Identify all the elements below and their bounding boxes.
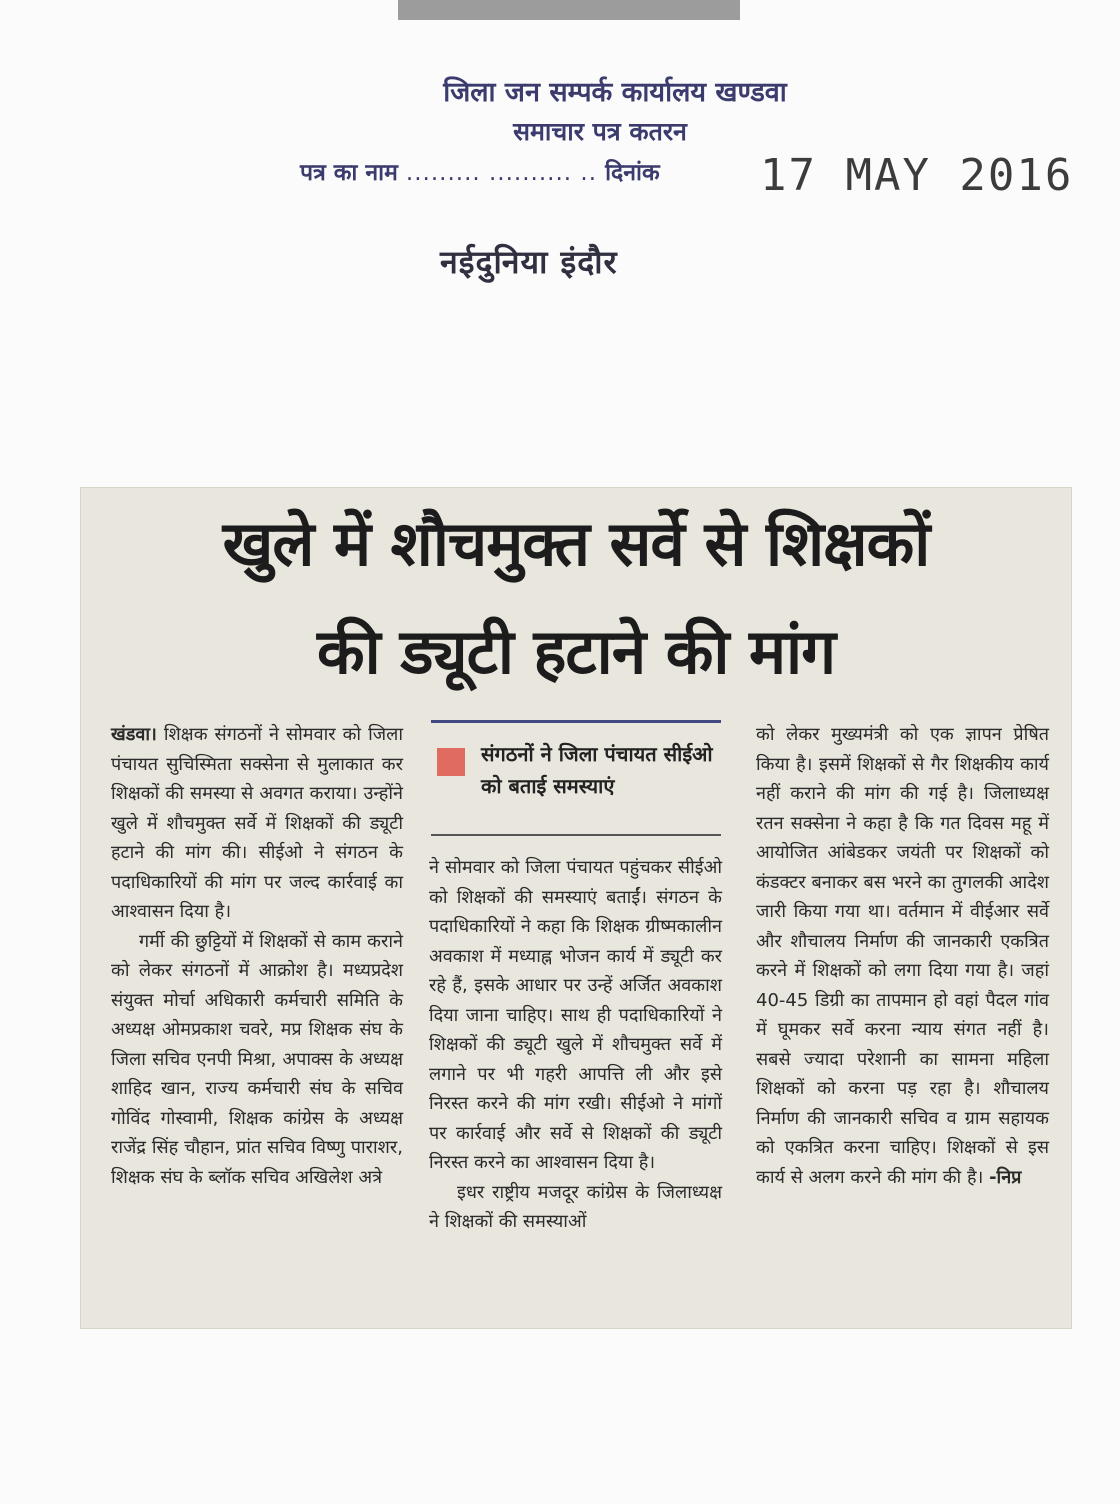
paper-dots: ......... .......... .. <box>405 160 598 186</box>
news-clipping <box>80 487 1072 1329</box>
paper-name-row <box>300 155 660 187</box>
callout-box <box>431 720 721 838</box>
article-column-2 <box>429 853 722 1237</box>
scanner-strip <box>398 0 740 20</box>
callout-top-rule <box>431 720 721 723</box>
date-label: दिनांक <box>605 160 660 186</box>
headline-line-1: खुले में शौचमुक्त सर्वे से शिक्षकों <box>222 507 930 580</box>
column-1-paragraph-1 <box>111 720 403 927</box>
callout-bottom-rule <box>431 834 721 836</box>
column-3-text: को लेकर मुख्यमंत्री को एक ज्ञापन प्रेषित किया है। इसमें शिक्षकों से गैर शिक्षकीय कार्य नहीं कराने की मांग की गई है। जिलाध्यक्ष रतन सक्सेना ने कहा है कि गत दिवस महू में आयोजित आंबेडकर जयंती पर शिक्षकों को कंडक्टर बनाकर बस भरने का तुगलकी आदेश जारी किया गया था। वर्तमान में वीईआर सर्वे और शौचालय निर्माण की जानकारी एकत्रित करने में शिक्षकों को लगा दिया गया है। जहां 40-45 डिग्री का तापमान हो वहां पैदल गांव में घूमकर सर्वे करना न्याय संगत नहीं है। सबसे ज्यादा परेशानी का सामना महिला शिक्षकों को करना पड़ रहा है। शौचालय निर्माण की जानकारी सचिव व ग्राम सहायक को एकत्रित करना चाहिए। शिक्षकों से इस कार्य से अलग करने की मांग की है। <box>756 724 1049 1188</box>
column-2-paragraph-1: ने सोमवार को जिला पंचायत पहुंचकर सीईओ को शिक्षकों की समस्याएं बताईं। संगठन के पदाधिकारियों ने कहा कि शिक्षक ग्रीष्मकालीन अवकाश में मध्याह्न भोजन कार्य में ड्यूटी कर रहे हैं, इसके आधार पर उन्हें अर्जित अवकाश दिया जाना चाहिए। साथ ही पदाधिकारियों ने शिक्षकों की ड्यूटी खुले में शौचमुक्त सर्वे में लगाने पर भी गहरी आपत्ति ली और इसे निरस्त करने की मांग रखी। सीईओ ने मांगों पर कार्रवाई और सर्वे से शिक्षकों की ड्यूटी निरस्त करने का आश्वासन दिया है। <box>429 857 722 1173</box>
newspaper-name-stamp: नईदुनिया इंदौर <box>440 243 618 281</box>
signoff: -निप्र <box>989 1166 1022 1188</box>
dateline: खंडवा। <box>111 724 157 745</box>
column-1-paragraph-2: गर्मी की छुट्टियों में शिक्षकों से काम कराने को लेकर संगठनों में आक्रोश है। मध्यप्रदेश संयुक्त मोर्चा अधिकारी कर्मचारी समिति के अध्यक्ष ओमप्रकाश चवरे, मप्र शिक्षक संघ के जिला सचिव एनपी मिश्रा, अपाक्स के अध्यक्ष शाहिद खान, राज्य कर्मचारी संघ के सचिव गोविंद गोस्वामी, शिक्षक कांग्रेस के अध्यक्ष राजेंद्र सिंह चौहान, प्रांत सचिव विष्णु पाराशर, शिक्षक संघ के ब्लॉक सचिव अखिलेश अत्रे <box>111 930 403 1188</box>
headline-line-2: की ड्यूटी हटाने की मांग <box>316 615 836 688</box>
callout-bullet-square <box>437 748 465 776</box>
article-column-1 <box>111 720 403 1192</box>
column-2-paragraph-2: इधर राष्ट्रीय मजदूर कांग्रेस के जिलाध्यक्ष ने शिक्षकों की समस्याओं <box>429 1181 722 1232</box>
office-stamp-title: जिला जन सम्पर्क कार्यालय खण्डवा <box>443 77 787 108</box>
callout-text: संगठनों ने जिला पंचायत सीईओ को बताई समस्याएं <box>481 742 713 798</box>
column-1-text-1: शिक्षक संगठनों ने सोमवार को जिला पंचायत सुचिस्मिता सक्सेना से मुलाकात कर शिक्षकों की समस्या से अवगत कराया। उन्होंने खुले में शौचमुक्त सर्वे में शिक्षकों की ड्यूटी हटाने की मांग की। सीईओ ने संगठन के पदाधिकारियों की मांग पर जल्द कार्रवाई का आश्वासन दिया है। <box>111 724 403 922</box>
paper-label: पत्र का नाम <box>300 160 398 186</box>
column-3-paragraph-1 <box>756 720 1049 1192</box>
article-column-3 <box>756 720 1049 1192</box>
office-stamp-subtitle: समाचार पत्र कतरन <box>513 117 687 146</box>
date-stamp: 17 MAY 2016 <box>760 150 1074 201</box>
